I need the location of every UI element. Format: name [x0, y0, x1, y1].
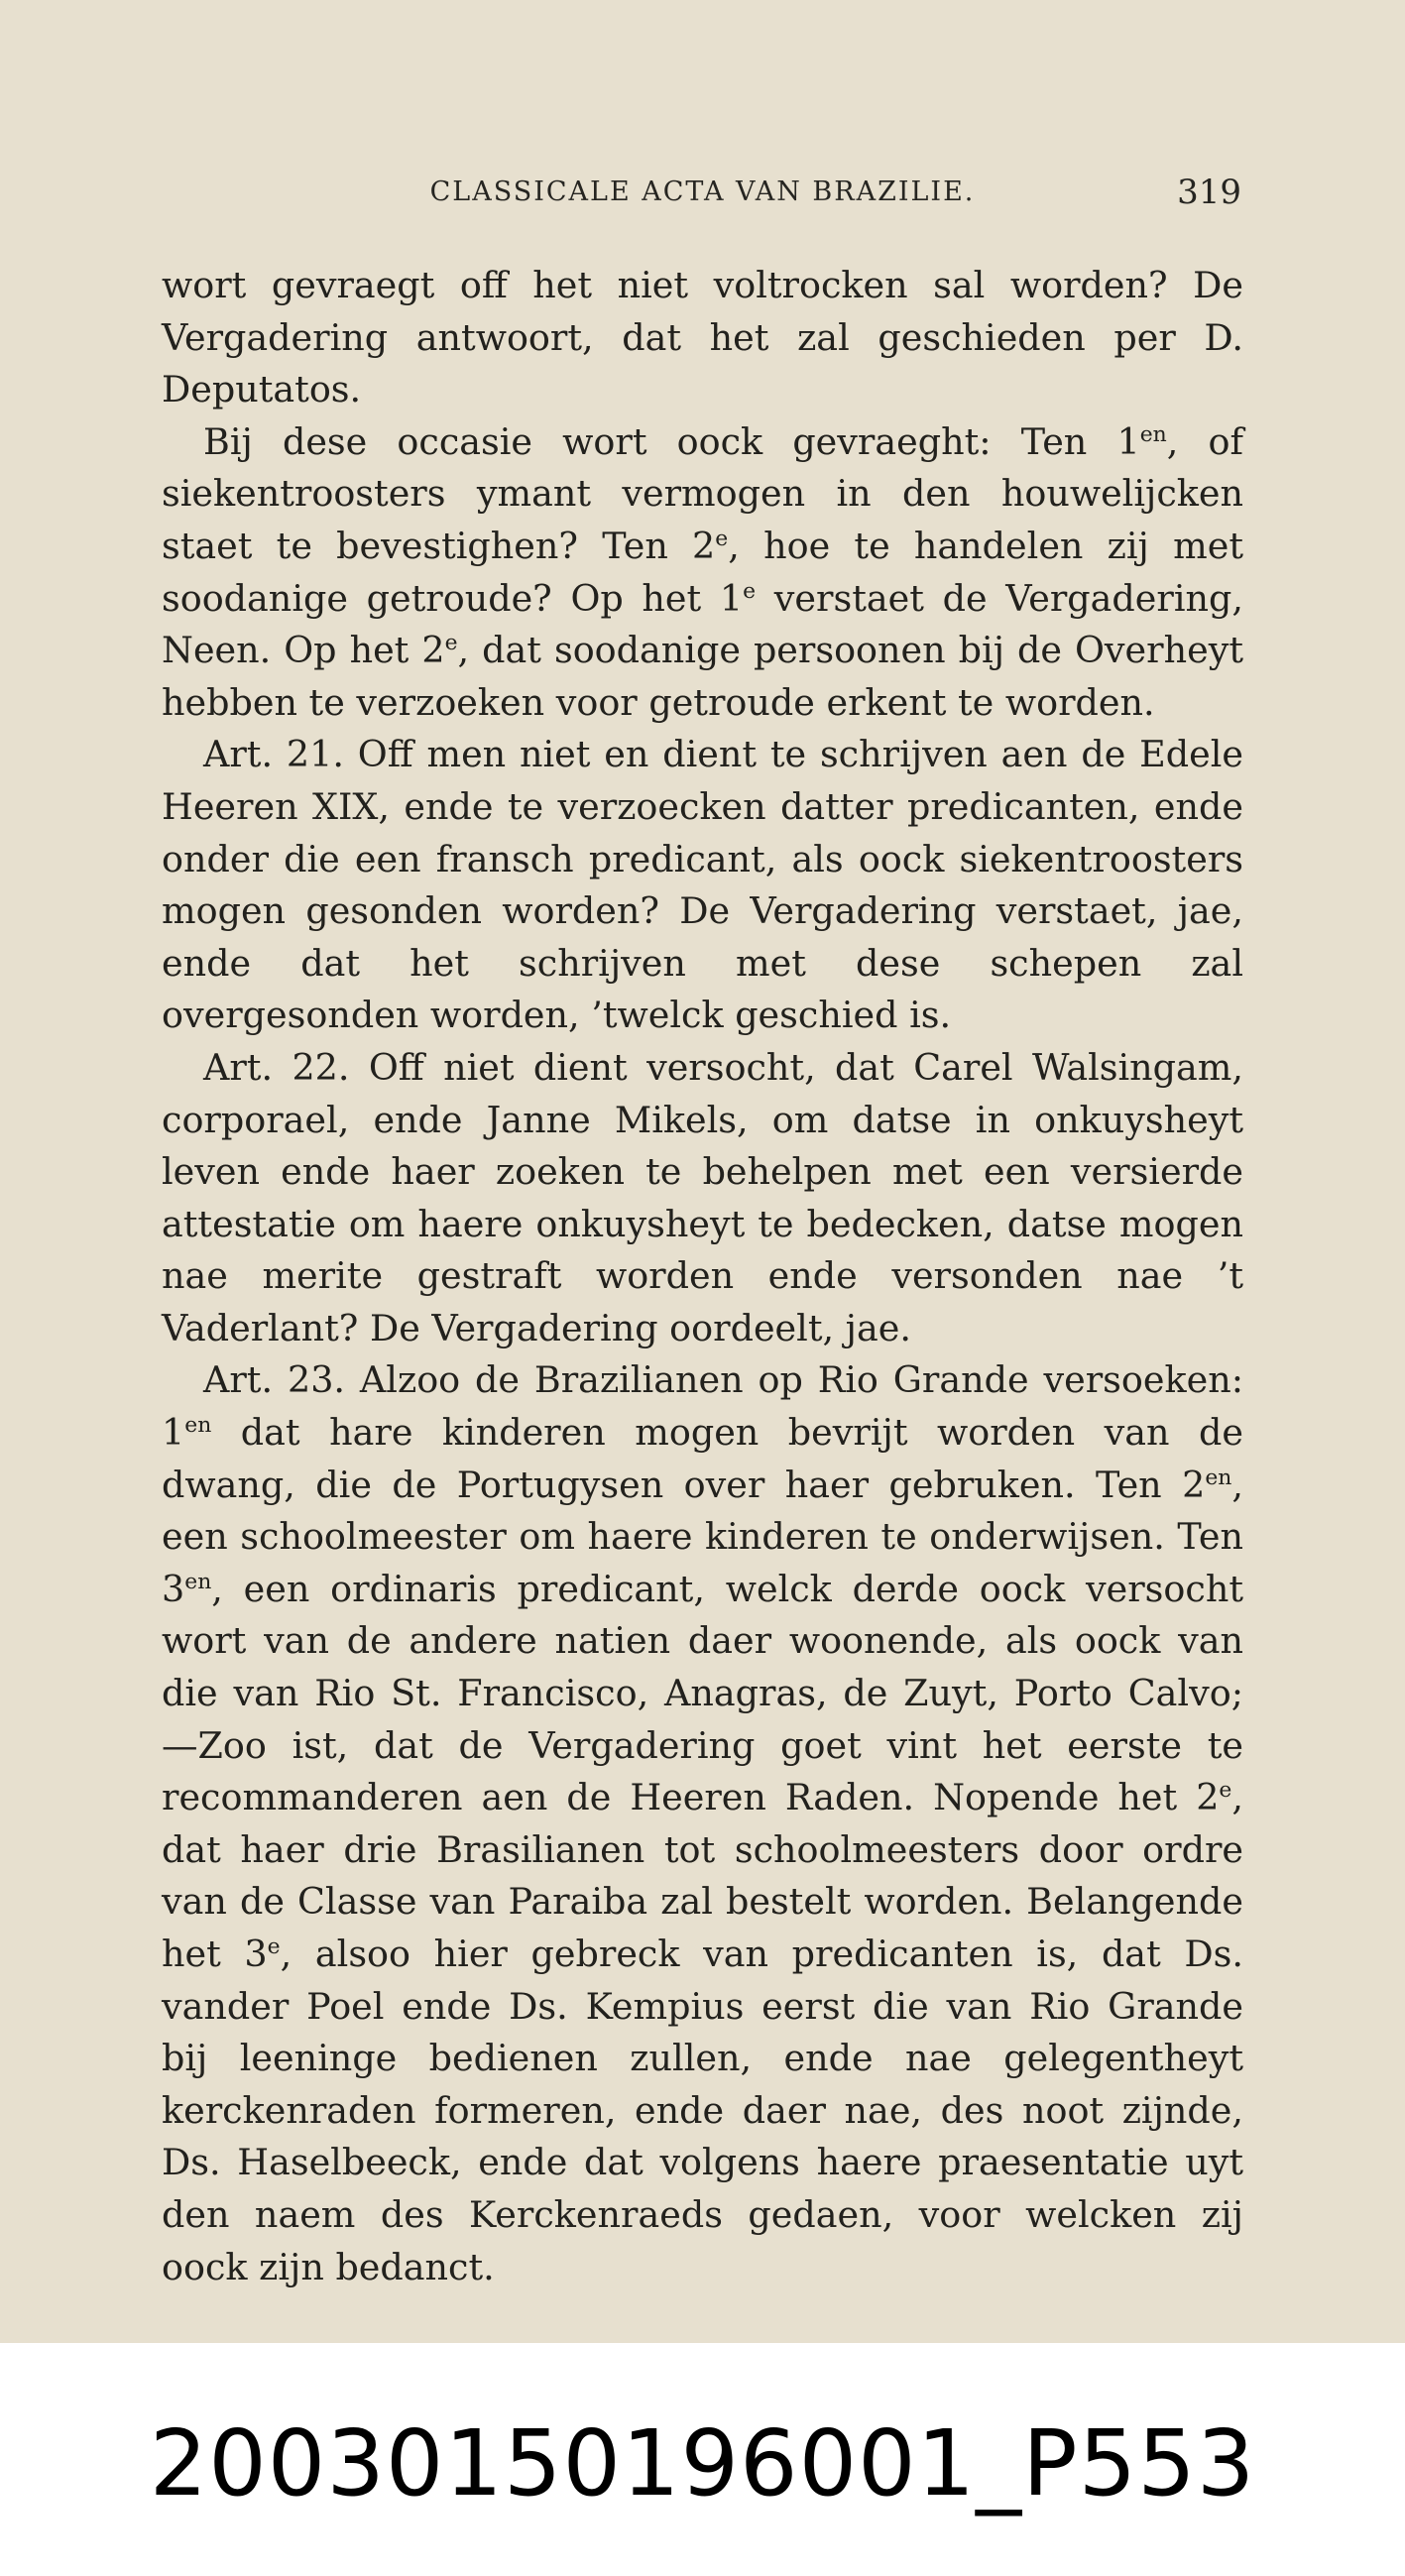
paragraph-2: Bij dese occasie wort oock gevraeght: Ten $1^{en}$, of siekentroosters ymant vermogen in den houwelijcken staet te bevestighen? Ten 2e, hoe te handelen zij met soodanige getroude? Op het 1e verstaet de Vergadering, Neen. Op het 2e, dat soodanige persoonen bij de Overheyt hebben te verzoeken voor getroude erkent te worden.	[162, 419, 1243, 724]
scan-label-bar	[0, 2343, 1405, 2576]
page-number: 319	[1177, 173, 1241, 212]
paragraph-art-22: Art. 22. Off niet dient versocht, dat Carel Walsingam, corporael, ende Janne Mikels, om datse in onkuysheyt leven ende haer zoeken te behelpen met een versierde attestatie om haere onkuysheyt te bedecken, datse mogen nae merite gestraft worden ende versonden nae ’t Vaderlant? De Vergadering oordeelt, jae.	[162, 1045, 1243, 1349]
body-text	[162, 260, 1243, 2293]
page-header	[162, 173, 1243, 224]
running-title: CLASSICALE ACTA VAN BRAZILIE.	[429, 176, 976, 207]
paragraph-art-23: Art. 23. Alzoo de Brazilianen op Rio Grande versoeken: $1^{en}$ dat hare kinderen mogen bevrijt worden van de dwang, die de Portugysen over haer gebruken. Ten $2^{en}$, een schoolmeester om haere kinderen te onderwijsen. Ten $3^{en}$, een ordinaris predicant, welck derde oock versocht wort van de andere natien daer woonende, als oock van die van Rio St. Francisco, Anagras, de Zuyt, Porto Calvo; —Zoo ist, dat de Vergadering goet vint het eerste te recommanderen aen de Heeren Raden. Nopende het 2e, dat haer drie Brasilianen tot schoolmeesters door ordre van de Classe van Paraiba zal bestelt worden. Belangende het 3e, alsoo hier gebreck van predicanten is, dat Ds. vander Poel ende Ds. Kempius eerst die van Rio Grande bij leeninge bedienen zullen, ende nae gelegentheyt kerckenraden formeren, ende daer nae, des noot zijnde, Ds. Haselbeeck, ende dat volgens haere praesentatie uyt den naem des Kerckenraeds gedaen, voor welcken zij oock zijn bedanct.	[162, 1358, 1243, 2288]
paragraph-1: wort gevraegt off het niet voltrocken sal worden? De Vergadering antwoort, dat het zal geschieden per D. Deputatos.	[162, 264, 1243, 411]
scan-identifier: 20030150196001_P553	[149, 2410, 1256, 2517]
paragraph-art-21: Art. 21. Off men niet en dient te schrijven aen de Edele Heeren XIX, ende te verzoecken datter predicanten, ende onder die een fransch predicant, als oock siekentroosters mogen gesonden worden? De Vergadering verstaet, jae, ende dat het schrijven met dese schepen zal overgesonden worden, ’twelck geschied is.	[162, 733, 1243, 1037]
